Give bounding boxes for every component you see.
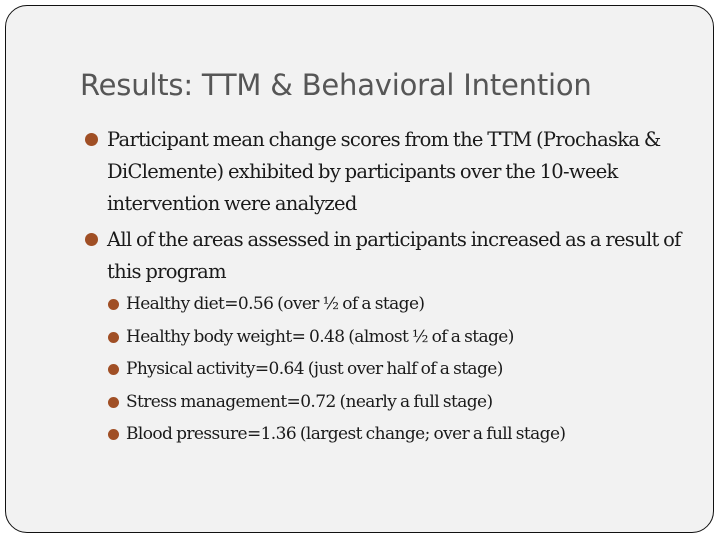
bullet-dot-icon xyxy=(108,429,119,440)
sub-bullet-item xyxy=(82,321,692,354)
bullet-dot-icon xyxy=(85,233,98,246)
sub-bullet-text: Physical activity=0.64 (just over half of a stage) xyxy=(126,359,503,379)
sub-bullet-item xyxy=(82,418,692,451)
slide xyxy=(5,5,714,533)
sub-bullet-text: Healthy diet=0.56 (over ½ of a stage) xyxy=(126,294,425,314)
sub-bullet-item xyxy=(82,353,692,386)
sub-bullet-text: Stress management=0.72 (nearly a full stage) xyxy=(126,391,493,412)
bullet-dot-icon xyxy=(85,133,98,146)
sub-bullet-text: Healthy body weight= 0.48 (almost ½ of a stage) xyxy=(126,326,514,347)
bullet-dot-icon xyxy=(108,364,119,375)
slide-title: Results: TTM & Behavioral Intention xyxy=(80,68,592,102)
slide-body xyxy=(82,124,692,451)
sub-bullet-item xyxy=(82,386,692,419)
bullet-dot-icon xyxy=(108,299,119,310)
bullet-dot-icon xyxy=(108,332,119,343)
bullet-item xyxy=(82,224,692,288)
sub-bullet-item xyxy=(82,288,692,321)
sub-bullet-text: Blood pressure=1.36 (largest change; over a full stage) xyxy=(126,424,566,444)
bullet-dot-icon xyxy=(108,397,119,408)
bullet-text: All of the areas assessed in participants increased as a result of this program xyxy=(107,228,681,283)
bullet-text: Participant mean change scores from the TTM (Prochaska & DiClemente) exhibited by participants over the 10-week intervention were analyzed xyxy=(107,128,661,215)
bullet-item xyxy=(82,124,692,220)
